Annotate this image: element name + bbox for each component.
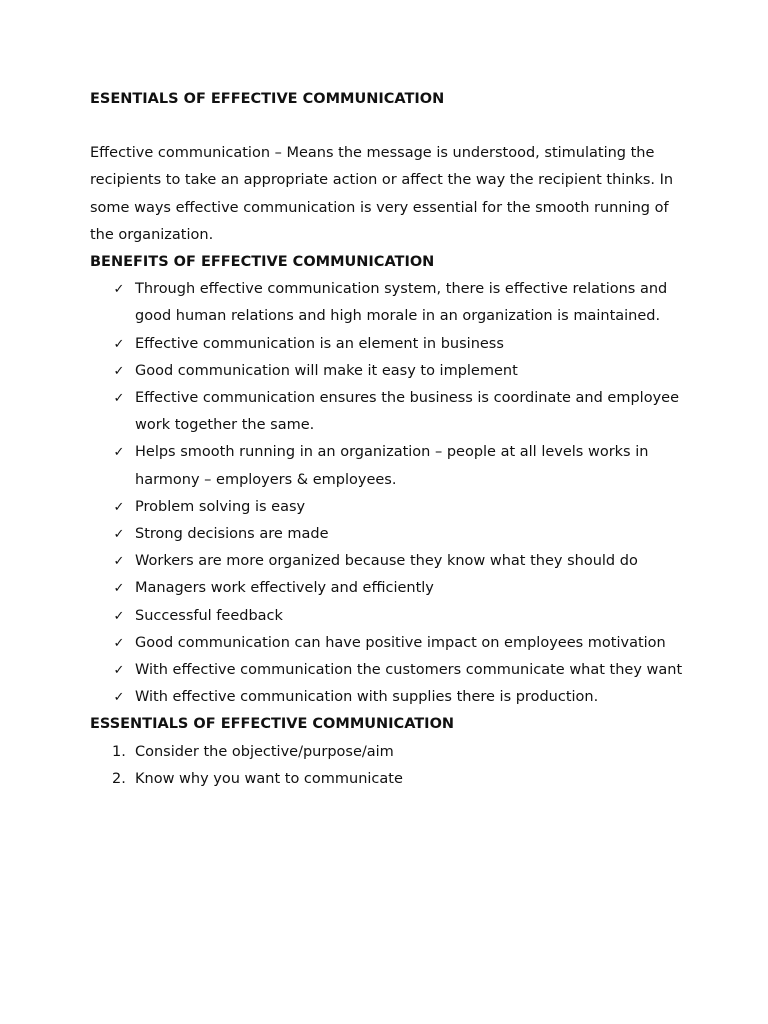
list-item [90, 766, 690, 793]
checkmark-icon: ✓ [113, 581, 125, 597]
checkmark-icon: ✓ [113, 391, 125, 407]
list-item [90, 494, 690, 521]
intro-paragraph: Effective communication – Means the message is understood, stimulating the recipients to take an appropriate action or affect the way the recipient thinks. In some ways effective communication is very essential for the smooth running of the organization. [90, 145, 674, 243]
checkmark-icon: ✓ [113, 336, 125, 352]
list-item [90, 276, 690, 330]
checkmark-icon: ✓ [113, 554, 125, 570]
list-item [90, 521, 690, 548]
list-item [90, 739, 690, 766]
benefits-list [90, 276, 690, 711]
checkmark-icon: ✓ [113, 635, 125, 651]
list-item-text: Workers are more organized because they know what they should do [135, 553, 638, 570]
list-item-text: Know why you want to communicate [135, 770, 403, 787]
list-item-text: With effective communication the customers communicate what they want [135, 662, 683, 679]
list-item-text: With effective communication with supplies there is production. [135, 689, 599, 706]
list-item [90, 358, 690, 385]
list-item-text: Managers work effectively and efficiently [135, 580, 434, 597]
document-title: ESENTIALS OF EFFECTIVE COMMUNICATION [90, 91, 445, 107]
checkmark-icon: ✓ [113, 690, 125, 706]
checkmark-icon: ✓ [113, 608, 125, 624]
list-item [90, 630, 690, 657]
checkmark-icon: ✓ [113, 282, 125, 298]
benefits-heading: BENEFITS OF EFFECTIVE COMMUNICATION [90, 254, 435, 271]
checkmark-icon: ✓ [113, 499, 125, 515]
list-number: 1. [112, 743, 126, 760]
list-item [90, 684, 690, 711]
list-item-text: Problem solving is easy [135, 498, 306, 515]
list-item-text: Good communication will make it easy to implement [135, 362, 518, 379]
essentials-list [90, 739, 690, 793]
list-item [90, 548, 690, 575]
list-item-text: Good communication can have positive impact on employees motivation [135, 634, 666, 651]
list-item [90, 603, 690, 630]
list-item-text: Strong decisions are made [135, 526, 329, 543]
checkmark-icon: ✓ [113, 363, 125, 379]
list-item-text: Helps smooth running in an organization – people at all levels works in harmony – employers & employees. [135, 444, 649, 488]
list-item-text: Consider the objective/purpose/aim [135, 743, 394, 760]
checkmark-icon: ✓ [113, 445, 125, 461]
list-item-text: Successful feedback [135, 607, 283, 624]
list-item [90, 385, 690, 439]
list-item-text: Through effective communication system, there is effective relations and good human relations and high morale in an organization is maintained. [135, 281, 668, 325]
list-number: 2. [112, 770, 126, 787]
list-item-text: Effective communication is an element in business [135, 335, 504, 352]
essentials-heading: ESSENTIALS OF EFFECTIVE COMMUNICATION [90, 716, 455, 733]
checkmark-icon: ✓ [113, 663, 125, 679]
checkmark-icon: ✓ [113, 527, 125, 543]
document-page [90, 86, 690, 793]
list-item [90, 439, 690, 493]
list-item [90, 657, 690, 684]
list-item [90, 575, 690, 602]
list-item-text: Effective communication ensures the business is coordinate and employee work together the same. [135, 390, 680, 434]
list-item [90, 331, 690, 358]
